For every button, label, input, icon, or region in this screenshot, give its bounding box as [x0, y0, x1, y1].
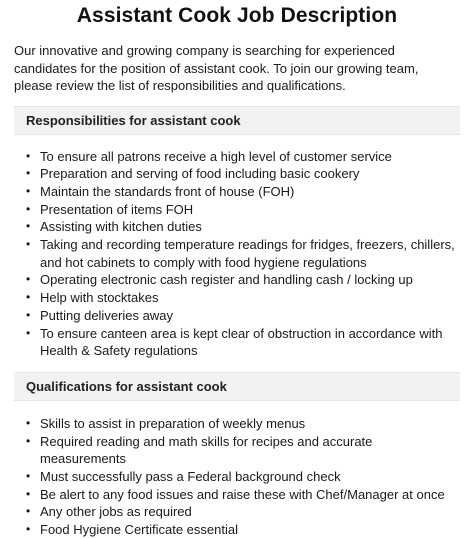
bullet-dot-icon: • — [26, 486, 31, 501]
list-item-text: Taking and recording temperature readings for fridges, freezers, chillers, and hot cabinets to comply with food hygiene regulations — [40, 237, 455, 270]
list-item-text: To ensure canteen area is kept clear of obstruction in accordance with Health & Safety regulations — [40, 325, 443, 359]
list-item — [26, 325, 460, 360]
list-item — [26, 271, 460, 289]
list-item-text: Required reading and math skills for recipes and accurate measurements — [40, 433, 373, 467]
qualifications-list — [14, 415, 460, 539]
qualifications-heading-text: Qualifications for assistant cook — [26, 378, 227, 394]
list-item-text: To ensure all patrons receive a high level of customer service — [40, 148, 392, 164]
list-item-text: Must successfully pass a Federal background check — [40, 469, 341, 485]
list-item — [26, 503, 460, 521]
bullet-dot-icon: • — [26, 504, 31, 519]
list-item-text: Skills to assist in preparation of weekly menus — [40, 415, 306, 431]
list-item — [26, 148, 460, 166]
responsibilities-heading-text: Responsibilities for assistant cook — [26, 112, 241, 128]
page-title: Assistant Cook Job Description — [76, 4, 398, 27]
list-item — [26, 433, 460, 468]
bullet-dot-icon: • — [26, 307, 31, 322]
list-item — [26, 236, 460, 271]
list-item — [26, 165, 460, 183]
intro-paragraph: Our innovative and growing company is searching for experienced candidates for the position of assistant cook. To join our growing team, please review the list of responsibilities and qualifications. — [14, 43, 419, 93]
list-item — [26, 218, 460, 236]
list-item-text: Operating electronic cash register and handling cash / locking up — [40, 272, 413, 288]
list-item-text: Presentation of items FOH — [40, 201, 194, 217]
bullet-dot-icon: • — [26, 148, 31, 163]
list-item — [26, 468, 460, 486]
list-item-text: Food Hygiene Certificate essential — [40, 522, 238, 538]
list-item — [26, 521, 460, 539]
list-item — [26, 183, 460, 201]
bullet-dot-icon: • — [26, 325, 31, 340]
list-item-text: Maintain the standards front of house (FOH) — [40, 183, 295, 199]
bullet-dot-icon: • — [26, 237, 31, 252]
bullet-dot-icon: • — [26, 522, 31, 537]
bullet-dot-icon: • — [26, 415, 31, 430]
bullet-dot-icon: • — [26, 201, 31, 216]
bullet-dot-icon: • — [26, 469, 31, 484]
list-item-text: Assisting with kitchen duties — [40, 219, 202, 235]
list-item — [26, 486, 460, 504]
bullet-dot-icon: • — [26, 166, 31, 181]
list-item-text: Any other jobs as required — [40, 504, 192, 520]
responsibilities-heading — [14, 106, 460, 135]
list-item-text: Be alert to any food issues and raise these with Chef/Manager at once — [40, 486, 445, 502]
list-item-text: Putting deliveries away — [40, 307, 173, 323]
list-item — [26, 289, 460, 307]
list-item-text: Preparation and serving of food including basic cookery — [40, 166, 360, 182]
list-item-text: Help with stocktakes — [40, 290, 159, 306]
list-item — [26, 201, 460, 219]
responsibilities-list — [14, 148, 460, 360]
list-item — [26, 415, 460, 433]
bullet-dot-icon: • — [26, 219, 31, 234]
list-item — [26, 307, 460, 325]
bullet-dot-icon: • — [26, 433, 31, 448]
qualifications-heading — [14, 372, 460, 401]
bullet-dot-icon: • — [26, 290, 31, 305]
bullet-dot-icon: • — [26, 272, 31, 287]
bullet-dot-icon: • — [26, 183, 31, 198]
